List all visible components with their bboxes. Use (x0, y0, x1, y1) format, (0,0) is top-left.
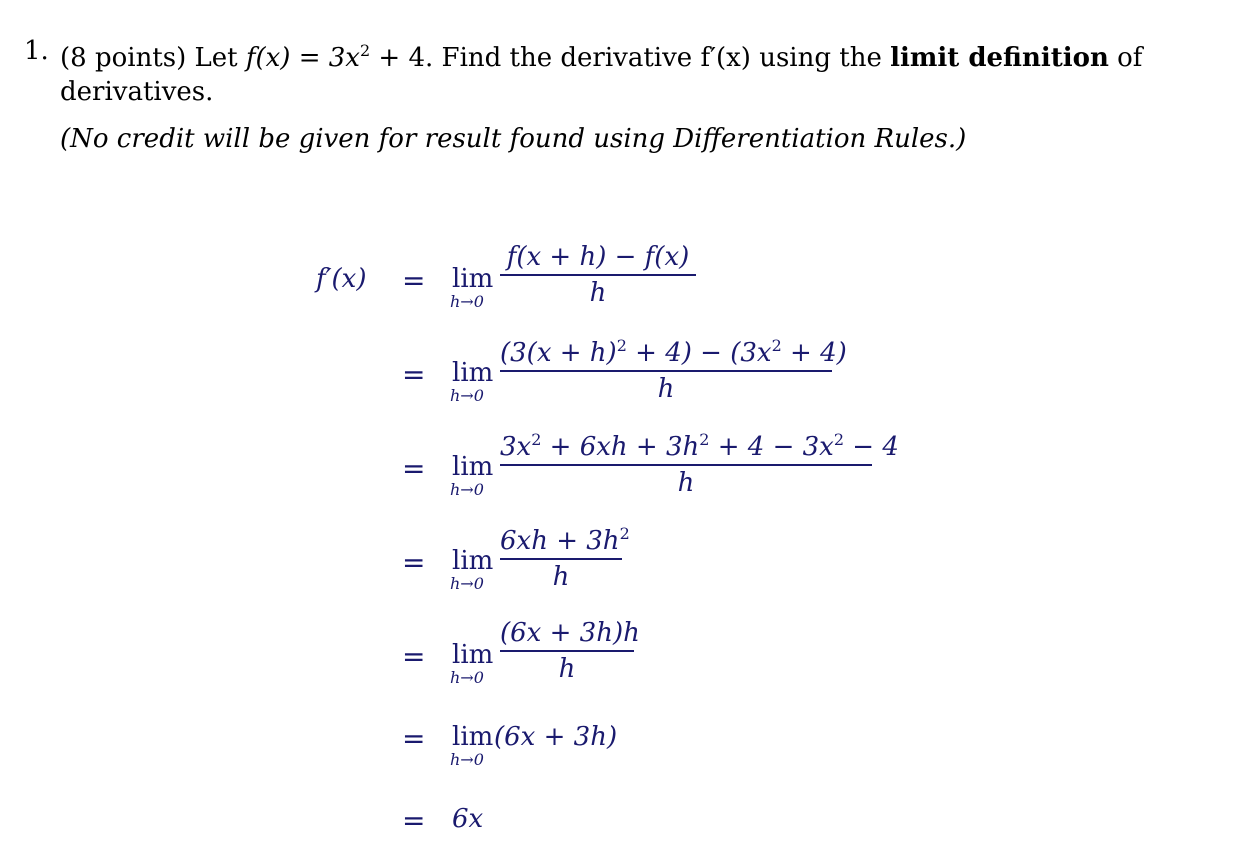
lim-subscript: h→0 (450, 386, 484, 405)
fraction-numerator: $3x^2 + 6xh + 3h^2 + 4 - 3x^2 - 4$ (500, 430, 899, 462)
fraction-denominator: h (552, 561, 570, 592)
no-credit-note: (No credit will be given for result found using Differentiation Rules.) (60, 124, 967, 154)
fraction (500, 618, 640, 684)
function-definition: f(x) = 3x (245, 43, 360, 73)
equals-sign: = (402, 358, 426, 391)
lim-operator: lim (452, 640, 494, 670)
problem-of: of (1108, 43, 1143, 73)
fraction-numerator: f(x + h) − f(x) (506, 242, 690, 272)
fraction-denominator: h (677, 467, 695, 498)
problem-intro: (8 points) Let (60, 43, 246, 73)
lim-subscript: h→0 (450, 292, 484, 311)
equals-sign: = (402, 804, 426, 837)
problem-number: 1. (24, 36, 49, 66)
lim-subscript: h→0 (450, 750, 484, 769)
equals-sign: = (402, 546, 426, 579)
fraction (500, 524, 630, 592)
limit-definition-bold: limit definition (890, 43, 1109, 73)
fraction (500, 336, 847, 404)
final-result: 6x (452, 804, 484, 834)
fraction-bar (500, 370, 832, 372)
lim-operator: lim (452, 722, 494, 752)
fraction-denominator: h (589, 277, 607, 308)
problem-middle: + 4. Find the derivative f′(x) using the (370, 43, 891, 73)
fraction-bar (500, 650, 634, 652)
derivation-step-1 (0, 242, 1244, 332)
fraction-numerator: (6x + 3h)h (500, 618, 640, 648)
lim-operator: lim (452, 358, 494, 388)
derivation-step-2 (0, 336, 1244, 426)
lim-operator: lim (452, 546, 494, 576)
fraction-bar (500, 558, 622, 560)
derivation-step-6 (0, 712, 1244, 802)
derivation-step-7 (0, 794, 1244, 844)
fraction (500, 242, 696, 308)
equals-sign: = (402, 640, 426, 673)
fraction-numerator: $(3(x + h)^2 + 4) - (3x^2 + 4)$ (500, 336, 847, 368)
derivation-step-3 (0, 430, 1244, 520)
lim-subscript: h→0 (450, 480, 484, 499)
fraction-numerator: $6xh + 3h^2$ (500, 524, 630, 556)
function-exponent: 2 (359, 41, 371, 60)
fraction-denominator: h (657, 373, 675, 404)
lim-operator: lim (452, 264, 494, 294)
equals-sign: = (402, 264, 426, 297)
lim-subscript: h→0 (450, 668, 484, 687)
limit-expression: (6x + 3h) (494, 722, 618, 752)
equals-sign: = (402, 452, 426, 485)
problem-derivatives: derivatives. (60, 77, 214, 107)
equals-sign: = (402, 722, 426, 755)
fraction-denominator: h (558, 653, 576, 684)
lim-subscript: h→0 (450, 574, 484, 593)
derivation-step-5 (0, 618, 1244, 708)
fraction (500, 430, 899, 498)
lim-operator: lim (452, 452, 494, 482)
fraction-bar (500, 274, 696, 276)
derivation-step-4 (0, 524, 1244, 614)
lhs-derivative: f′(x) (316, 264, 367, 294)
fraction-bar (500, 464, 872, 466)
